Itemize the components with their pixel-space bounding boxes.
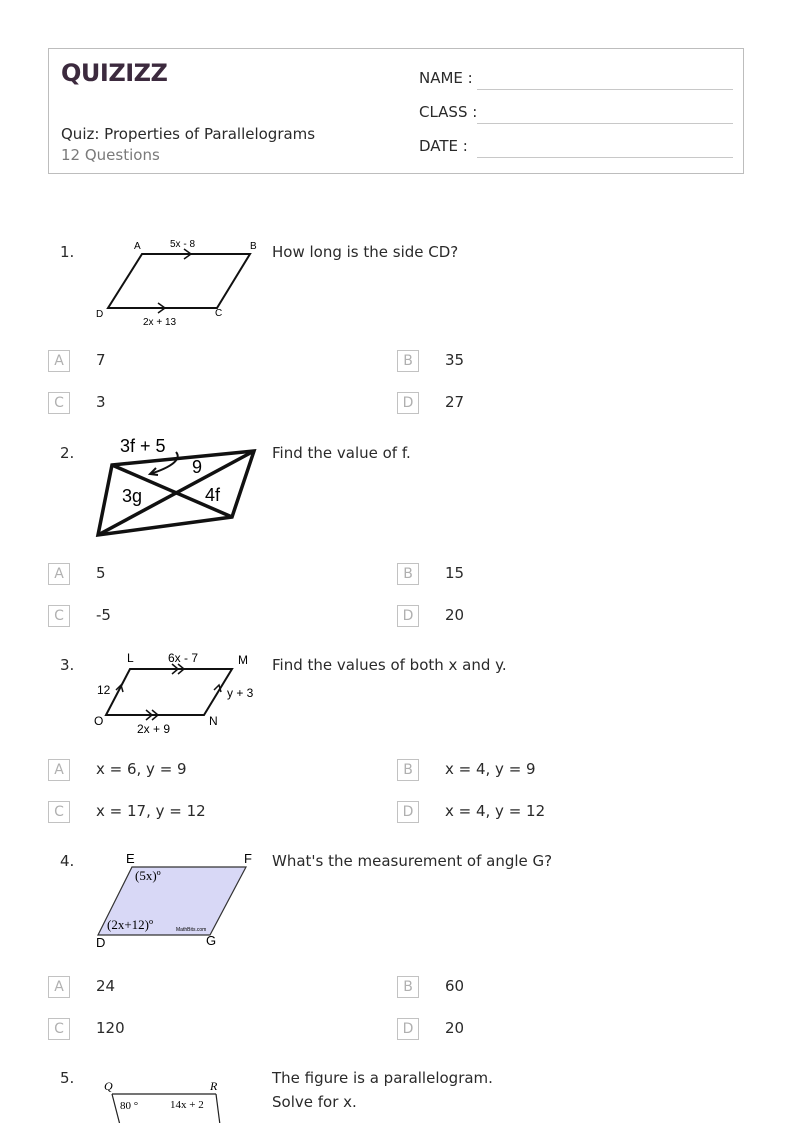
class-line[interactable]: [477, 123, 733, 124]
option-text: 120: [96, 1019, 125, 1037]
question-count: 12 Questions: [61, 146, 160, 164]
option-letter: C: [48, 392, 70, 414]
angle-q-label: 80 °: [120, 1100, 139, 1112]
name-line[interactable]: [477, 89, 733, 90]
date-line[interactable]: [477, 157, 733, 158]
date-label: DATE :: [419, 137, 468, 155]
vertex-l: L: [127, 651, 134, 665]
option-letter: A: [48, 976, 70, 998]
watermark: MathBits.com: [176, 927, 207, 933]
option-text: 20: [445, 1019, 465, 1037]
parallelogram-diagonals-figure: [92, 437, 267, 541]
label-3g: 3g: [122, 486, 143, 506]
option-letter: A: [48, 350, 70, 372]
option-text: -5: [96, 606, 111, 624]
option-text: 5: [96, 564, 106, 582]
option-letter: A: [48, 759, 70, 781]
vertex-m: M: [238, 653, 248, 667]
question-number: 1.: [60, 243, 75, 261]
option-text: 27: [445, 393, 465, 411]
parallelogram-abcd-figure: [92, 236, 267, 328]
parallelogram-qr-figure: [92, 1080, 242, 1123]
quizizz-logo: QUIZIZZ: [61, 59, 168, 87]
option-letter: D: [397, 1018, 419, 1040]
side-on-label: 2x + 9: [137, 722, 171, 736]
vertex-d: D: [96, 309, 104, 320]
question-number: 2.: [60, 444, 75, 462]
vertex-f: F: [244, 851, 252, 866]
vertex-g: G: [206, 933, 217, 948]
option-text: x = 4, y = 9: [445, 760, 536, 778]
side-qr-label: 14x + 2: [170, 1099, 204, 1111]
option-letter: B: [397, 350, 419, 372]
question-text: What's the measurement of angle G?: [272, 852, 553, 870]
vertex-r: R: [210, 1080, 218, 1093]
parallelogram-efgd-figure: [92, 849, 267, 953]
option-letter: B: [397, 976, 419, 998]
option-text: 3: [96, 393, 106, 411]
label-4f: 4f: [205, 485, 221, 505]
option-text: 7: [96, 351, 106, 369]
label-3f-plus-5: 3f + 5: [120, 437, 166, 456]
option-letter: C: [48, 801, 70, 823]
vertex-b: B: [250, 241, 257, 252]
option-letter: D: [397, 605, 419, 627]
question-number: 4.: [60, 852, 75, 870]
option-letter: C: [48, 605, 70, 627]
option-letter: B: [397, 563, 419, 585]
side-mn-label: y + 3: [227, 686, 254, 700]
name-label: NAME :: [419, 69, 473, 87]
side-ab-label: 5x - 8: [170, 239, 196, 250]
parallelogram-lmno-figure: [92, 647, 267, 737]
question-text-line-2: Solve for x.: [272, 1093, 357, 1111]
vertex-a: A: [134, 241, 141, 252]
side-lo-label: 12: [97, 683, 111, 697]
option-text: x = 4, y = 12: [445, 802, 546, 820]
angle-e-label: (5x)º: [135, 868, 161, 883]
option-letter: C: [48, 1018, 70, 1040]
class-label: CLASS :: [419, 103, 478, 121]
side-dc-label: 2x + 13: [143, 317, 177, 328]
question-text: Find the values of both x and y.: [272, 656, 507, 674]
option-text: 60: [445, 977, 465, 995]
label-9: 9: [192, 457, 203, 477]
option-letter: A: [48, 563, 70, 585]
angle-d-label: (2x+12)º: [107, 917, 154, 932]
quiz-title: Quiz: Properties of Parallelograms: [61, 125, 316, 143]
vertex-c: C: [215, 308, 223, 319]
vertex-o: O: [94, 714, 104, 728]
question-number: 5.: [60, 1069, 75, 1087]
option-letter: B: [397, 759, 419, 781]
question-text: How long is the side CD?: [272, 243, 459, 261]
option-text: 15: [445, 564, 465, 582]
vertex-q: Q: [104, 1080, 113, 1093]
option-text: 20: [445, 606, 465, 624]
question-text: Find the value of f.: [272, 444, 411, 462]
option-letter: D: [397, 392, 419, 414]
side-lm-label: 6x - 7: [168, 651, 199, 665]
option-text: x = 6, y = 9: [96, 760, 187, 778]
question-text-line-1: The figure is a parallelogram.: [272, 1069, 493, 1087]
option-text: 35: [445, 351, 465, 369]
option-text: x = 17, y = 12: [96, 802, 206, 820]
question-number: 3.: [60, 656, 75, 674]
vertex-n: N: [209, 714, 218, 728]
vertex-d: D: [96, 935, 106, 950]
option-letter: D: [397, 801, 419, 823]
option-text: 24: [96, 977, 116, 995]
worksheet-header: [48, 48, 744, 174]
vertex-e: E: [126, 851, 135, 866]
